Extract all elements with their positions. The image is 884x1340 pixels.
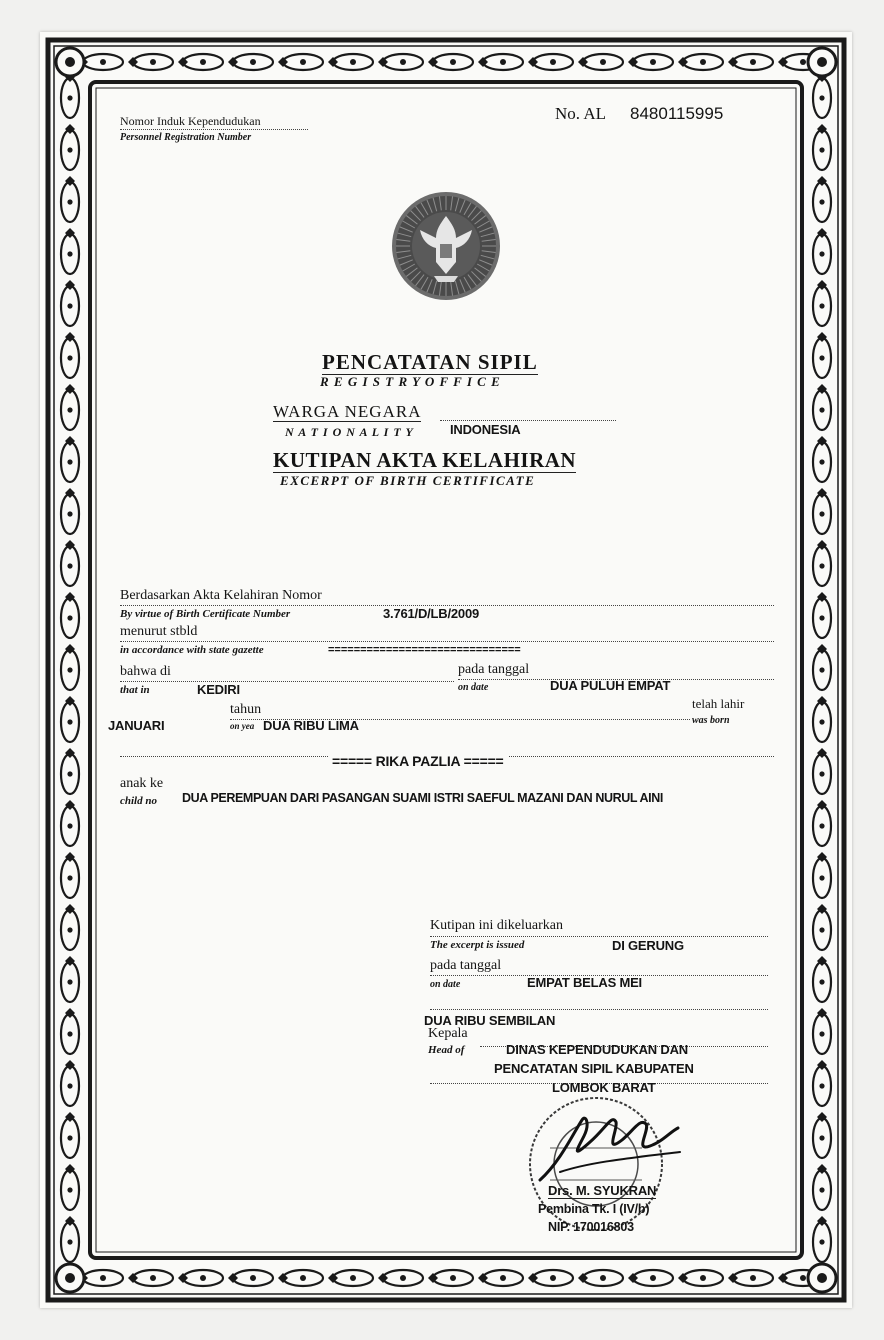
place-label: bahwa di: [120, 664, 171, 679]
cert-number-prefix: No. AL: [555, 104, 606, 123]
issued-dots: [430, 936, 768, 937]
birth-month: JANUARI: [108, 718, 165, 733]
cert-serial-number: 8480115995: [630, 104, 724, 123]
nationality-value: INDONESIA: [450, 422, 521, 437]
cert-dots: [120, 605, 774, 606]
nik-underline: [120, 129, 308, 130]
nik-label: Nomor Induk Kependudukan: [120, 114, 261, 128]
issue-date-2: DUA RIBU SEMBILAN: [424, 1013, 556, 1028]
stbld-label-en: in accordance with state gazette: [120, 644, 264, 656]
office-line-3: LOMBOK BARAT: [552, 1080, 656, 1095]
date-label-en: on date: [458, 682, 489, 693]
stbld-value: ==============================: [328, 644, 521, 656]
date-dots: [458, 679, 774, 680]
place-label-en: that in: [120, 684, 150, 696]
child-order-label: anak ke: [120, 776, 164, 791]
nationality-dots: [440, 420, 616, 421]
issue-date-dots: [430, 975, 768, 976]
issued-label: Kutipan ini dikeluarkan: [430, 918, 563, 933]
issue-date-label: pada tanggal: [430, 958, 502, 973]
child-order-value: DUA PEREMPUAN DARI PASANGAN SUAMI ISTRI SAEFUL MAZANI DAN NURUL AINI: [182, 791, 663, 805]
child-name: ===== RIKA PAZLIA =====: [328, 753, 508, 769]
document-title: KUTIPAN AKTA KELAHIRAN: [273, 448, 577, 472]
head-label-en: Head of: [428, 1044, 465, 1056]
official-name: Drs. M. SYUKRAN: [548, 1183, 657, 1198]
place-dots: [120, 681, 454, 682]
year-label-en: on yea: [230, 721, 255, 731]
date-label: pada tanggal: [458, 662, 530, 677]
cert-label-en: By virtue of Birth Certificate Number: [120, 608, 291, 620]
stbld-dots: [120, 641, 774, 642]
born-label-en: was born: [692, 715, 730, 726]
registry-office-title: PENCATATAN SIPIL: [322, 350, 538, 374]
signature-icon: [530, 1102, 690, 1192]
birth-cert-number: 3.761/D/LB/2009: [383, 606, 480, 621]
document-title-en: EXCERPT OF BIRTH CERTIFICATE: [280, 473, 536, 488]
office-line-1: DINAS KEPENDUDUKAN DAN: [506, 1042, 688, 1057]
issued-label-en: The excerpt is issued: [430, 939, 525, 951]
issued-place: DI GERUNG: [612, 938, 684, 953]
office-line-2: PENCATATAN SIPIL KABUPATEN: [494, 1061, 694, 1076]
certificate-sheet: [40, 32, 852, 1308]
head-label: Kepala: [428, 1026, 468, 1041]
nationality-label-en: N A T I O N A L I T Y: [285, 425, 414, 439]
birth-date: DUA PULUH EMPAT: [550, 678, 671, 693]
year-dots: [230, 719, 690, 720]
nik-label-en: Personnel Registration Number: [120, 132, 252, 143]
issue-date-1: EMPAT BELAS MEI: [527, 975, 642, 990]
registry-office-title-en: R E G I S T R Y O F F I C E: [320, 374, 501, 389]
stbld-label: menurut stbld: [120, 624, 198, 639]
official-nip: NIP. 170016803: [548, 1220, 634, 1234]
garuda-emblem-icon: [390, 190, 502, 302]
cert-label: Berdasarkan Akta Kelahiran Nomor: [120, 588, 322, 603]
child-order-label-en: child no: [120, 795, 157, 807]
year-label: tahun: [230, 702, 262, 717]
birth-place: KEDIRI: [197, 682, 240, 697]
official-rank: Pembina Tk. I (IV/b): [538, 1202, 650, 1216]
birth-year: DUA RIBU LIMA: [263, 718, 359, 733]
issue-date2-dots: [430, 1009, 768, 1010]
born-label: telah lahir: [692, 696, 745, 711]
issue-date-label-en: on date: [430, 979, 461, 990]
nationality-label: WARGA NEGARA: [273, 402, 422, 421]
